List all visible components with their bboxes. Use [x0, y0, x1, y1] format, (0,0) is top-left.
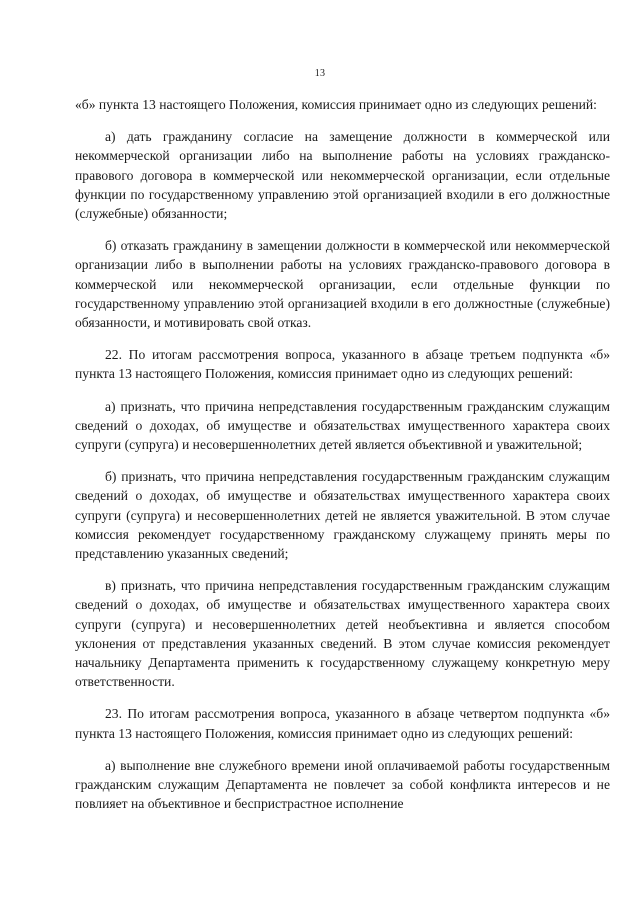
paragraph-22v: в) признать, что причина непредставления государственным гражданским служащим сведений о доходах, об имуществе и обязательствах имущественного характера своих супруги (супруга) и несовершеннолетних детей необъективна и является способом уклонения от представления указанных сведений. В этом случае комиссия рекомендует начальнику Департамента применить к государственному служащему конкретную меру ответственности. — [75, 578, 610, 690]
paragraph-21a: а) дать гражданину согласие на замещение должности в коммерческой или некоммерческой организации либо на выполнение работы на условиях гражданско-правового договора в коммерческой или некоммерческой организации, если отдельные функции по государственному управлению этой организацией входили в его должностные (служебные) обязанности; — [75, 129, 610, 222]
paragraph-23a: а) выполнение вне служебного времени иной оплачиваемой работы государственным гражданским служащим Департамента не повлечет за собой конфликта интересов и не повлияет на объективное и беспристрастное исполнение — [75, 757, 610, 812]
paragraph-22a: а) признать, что причина непредставления государственным гражданским служащим сведений о доходах, об имуществе и обязательствах имущественного характера своих супруги (супруга) и несовершеннолетних детей является объективной и уважительной; — [75, 398, 610, 453]
paragraph-continuation: «б» пункта 13 настоящего Положения, комиссия принимает одно из следующих решений: — [75, 97, 597, 112]
paragraph-23: 23. По итогам рассмотрения вопроса, указанного в абзаце четвертом подпункта «б» пункта 13 настоящего Положения, комиссия принимает одно из следующих решений: — [75, 706, 610, 741]
page-number: 13 — [314, 68, 326, 79]
paragraph-22: 22. По итогам рассмотрения вопроса, указанного в абзаце третьем подпункта «б» пункта 13 настоящего Положения, комиссия принимает одно из следующих решений: — [75, 347, 610, 382]
paragraph-22b: б) признать, что причина непредставления государственным гражданским служащим сведений о доходах, об имуществе и обязательствах имущественного характера своих супруги (супруга) и несовершеннолетних детей не является уважительной. В этом случае комиссия рекомендует государственному гражданскому служащему принять меры по представлению указанных сведений; — [75, 469, 610, 562]
paragraph-21b: б) отказать гражданину в замещении должности в коммерческой или некоммерческой организации либо в выполнении работы на условиях гражданско-правового договора в коммерческой или некоммерческой организации, если отдельные функции по государственному управлению этой организацией входили в его должностные (служебные) обязанности, и мотивировать свой отказ. — [75, 238, 610, 331]
document-body — [75, 95, 610, 827]
